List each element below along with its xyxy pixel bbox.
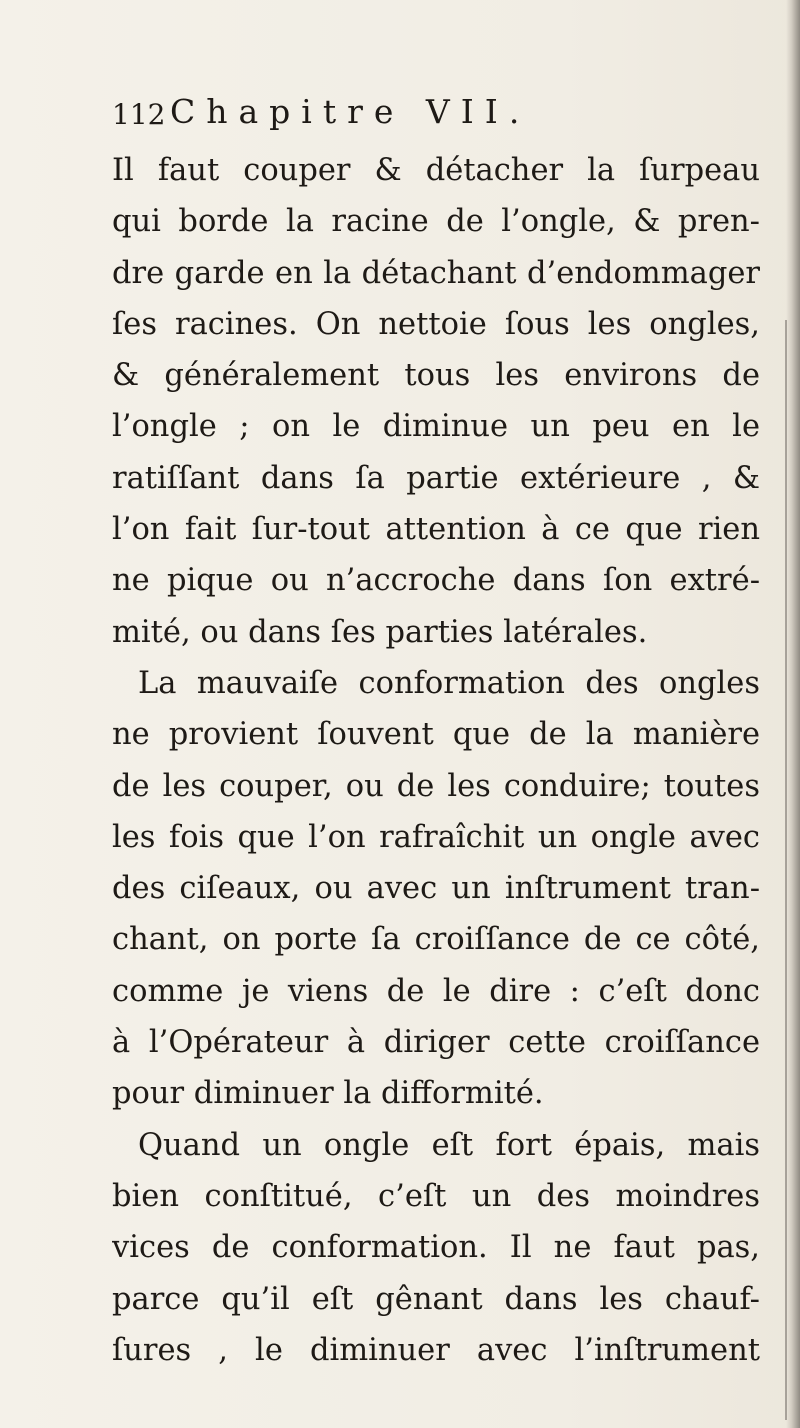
text-line: ſes racines. On nettoie ſous les ongles, (112, 306, 760, 342)
text-line: & généralement tous les environs de (112, 358, 760, 394)
page-number: 112 (112, 98, 166, 131)
paragraph-start-line: Quand un ongle eſt fort épais, mais (138, 1127, 760, 1163)
text-line: dre garde en la détachant d’endommager (112, 255, 760, 291)
text-line: ſures , le diminuer avec l’inſtrument (112, 1332, 760, 1368)
text-line: Il faut couper & détacher la ſurpeau (112, 153, 760, 188)
text-line: ratiſſant dans ſa partie extérieure , & (112, 460, 760, 496)
text-line: qui borde la racine de l’ongle, & pren- (112, 204, 760, 240)
text-line: l’on fait ſur-tout attention à ce que rien (112, 512, 760, 548)
page-edge-shadow (786, 0, 800, 1428)
text-line: ne provient ſouvent que de la manière (112, 717, 760, 753)
body-text (112, 145, 760, 1376)
text-line: chant, on porte ſa croiſſance de ce côté, (112, 922, 760, 958)
page-header (112, 92, 752, 148)
text-line: bien conſtitué, c’eſt un des moindres (112, 1178, 760, 1214)
text-line: vices de conformation. Il ne faut pas, (112, 1230, 760, 1266)
text-line: des ciſeaux, ou avec un inſtrument tran- (112, 871, 760, 907)
text-line: pour diminuer la difformité. (112, 1076, 544, 1112)
text-line: l’ongle ; on le diminue un peu en le (112, 409, 760, 445)
text-line: de les couper, ou de les conduire; toutes (112, 768, 760, 804)
text-line: comme je viens de le dire : c’eſt donc (112, 973, 760, 1009)
text-line: mité, ou dans ſes parties latérales. (112, 614, 648, 650)
text-line: à l’Opérateur à diriger cette croiſſance (112, 1025, 760, 1061)
running-title: Chapitre VII. (170, 92, 531, 131)
text-line: parce qu’il eſt gênant dans les chauf- (112, 1281, 760, 1317)
text-line: les fois que l’on rafraîchit un ongle avec (112, 819, 760, 855)
paragraph-start-line: La mauvaiſe conformation des ongles (138, 665, 760, 701)
text-line: ne pique ou n’accroche dans ſon extré- (112, 563, 760, 599)
